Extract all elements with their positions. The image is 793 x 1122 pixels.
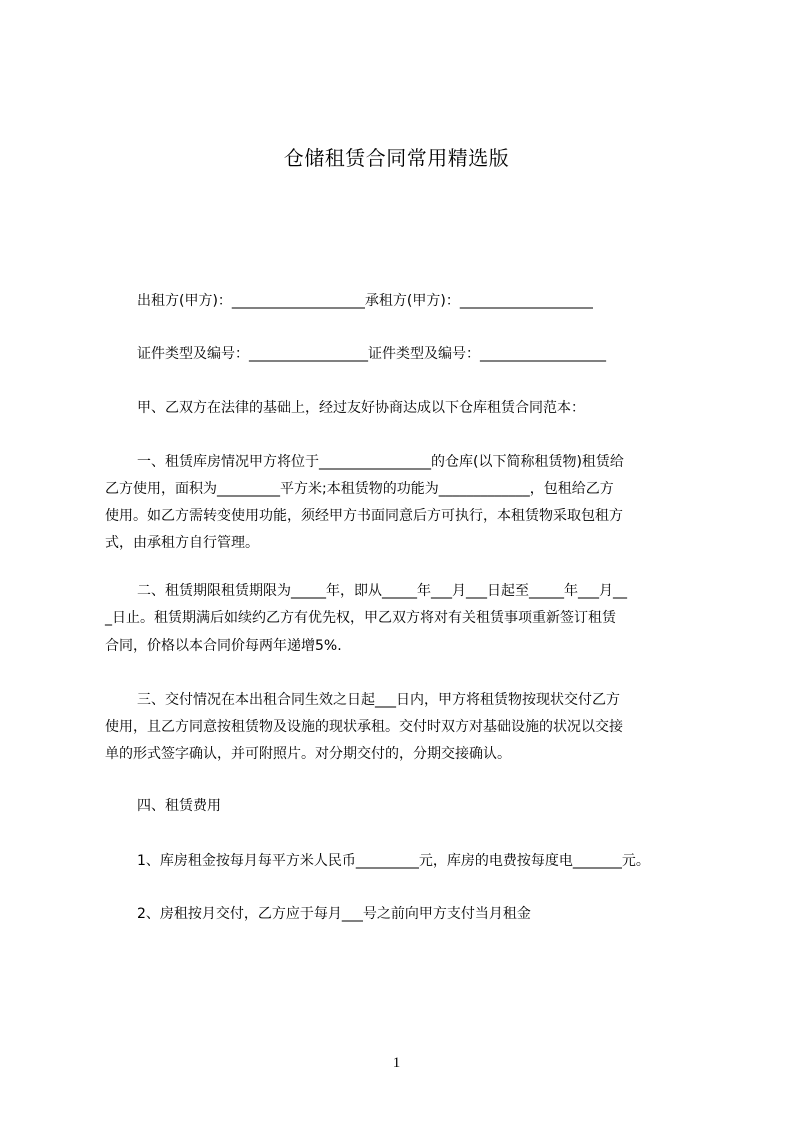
id-number-line: 证件类型及编号：_________________证件类型及编号：__________________ [137, 346, 606, 362]
page-number: 1 [392, 1055, 401, 1071]
intro-paragraph: 甲、乙双方在法律的基础上，经过友好协商达成以下仓库租赁合同范本： [137, 400, 585, 416]
clause-3-line-1: 三、交付情况在本出租合同生效之日起___日内，甲方将租赁物按现状交付乙方 [137, 692, 620, 708]
clause-4-heading: 四、租赁费用 [137, 798, 221, 814]
clause-3-line-2: 使用，且乙方同意按租赁物及设施的现状承租。交付时双方对基础设施的状况以交接 [105, 719, 623, 735]
party-a-line: 出租方(甲方)：___________________承租方(甲方)：___________________ [137, 293, 593, 309]
clause-2-line-1: 二、租赁期限租赁期限为_____年，即从_____年___月___日起至_____年___月__ [137, 583, 627, 599]
clause-2-line-3: 合同，价格以本合同价每两年递增5%. [105, 638, 342, 654]
clause-1-line-1: 一、租赁库房情况甲方将位于________________的仓库(以下简称租赁物)租赁给 [137, 454, 624, 470]
clause-1-line-2: 乙方使用，面积为_________平方米;本租赁物的功能为_____________，包租给乙方 [105, 481, 614, 497]
clause-2-line-2: _日止。租赁期满后如续约乙方有优先权，甲乙双方将对有关租赁事项重新签订租赁 [105, 610, 616, 626]
clause-3-line-3: 单的形式签字确认，并可附照片。对分期交付的，分期交接确认。 [105, 746, 511, 762]
clause-1-line-4: 式，由承租方自行管理。 [105, 535, 259, 551]
document-title: 仓储租赁合同常用精选版 [283, 146, 510, 170]
clause-4-item-1: 1、库房租金按每月每平方米人民币_________元，库房的电费按每度电_______元。 [137, 853, 650, 869]
clause-1-line-3: 使用。如乙方需转变使用功能，须经甲方书面同意后方可执行，本租赁物采取包租方 [105, 508, 623, 524]
clause-4-item-2: 2、房租按月交付，乙方应于每月___号之前向甲方支付当月租金 [137, 906, 531, 922]
